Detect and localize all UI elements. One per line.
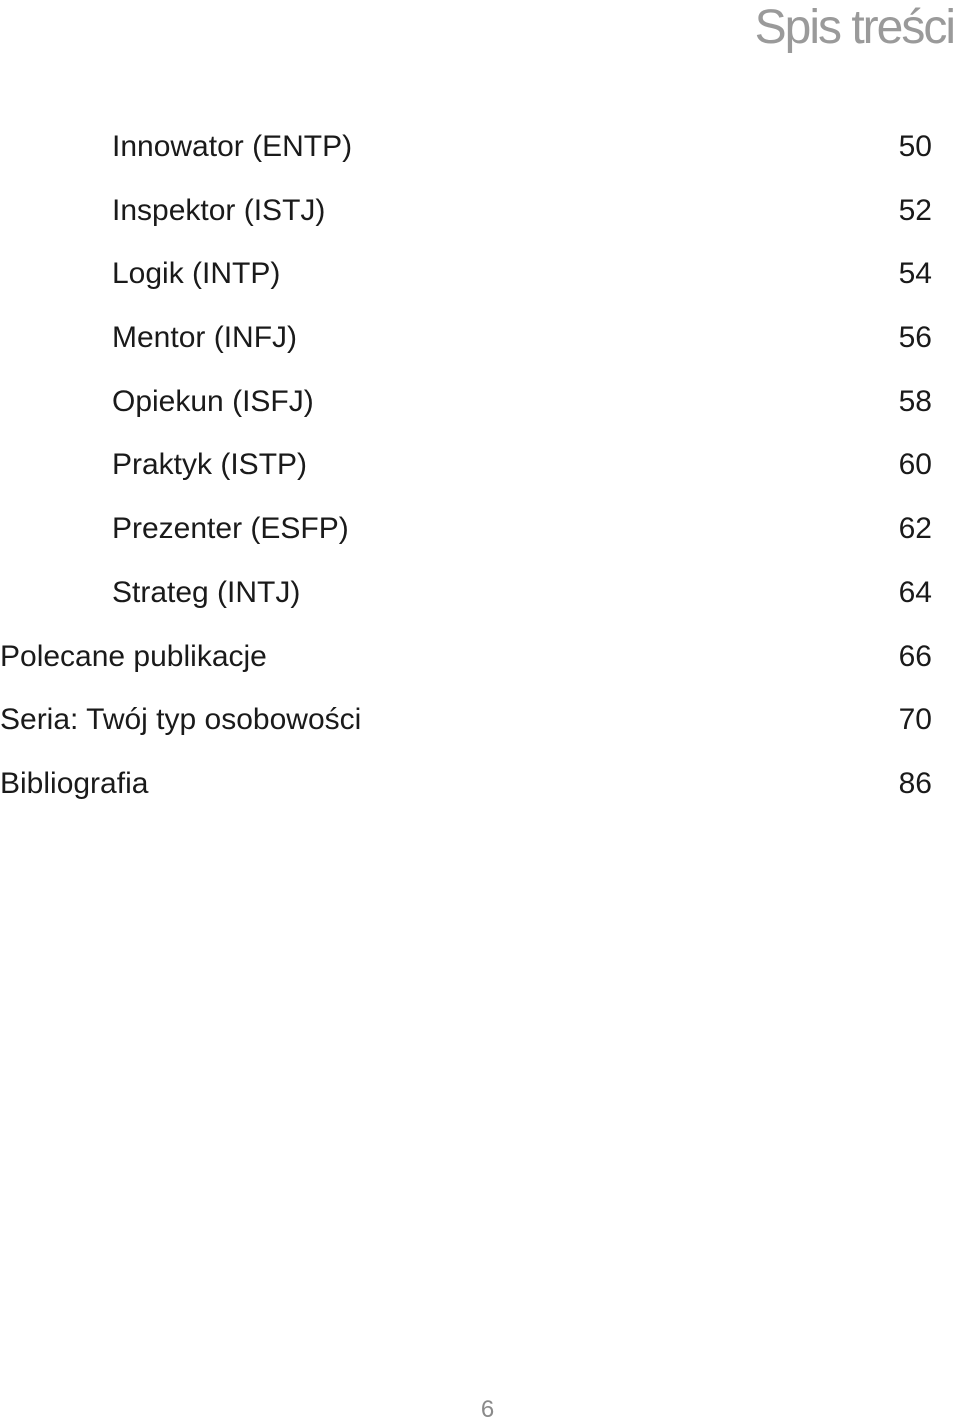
toc-entry-label: Prezenter (ESFP) [112,512,349,546]
page-title: Spis treści [754,1,954,54]
toc-entry-page: 58 [898,384,932,418]
toc-entry-page: 50 [898,130,932,163]
toc-entry[interactable] [0,115,960,179]
page-number: 6 [480,1396,495,1423]
toc-entry-label: Bibliografia [0,766,149,800]
toc-entry[interactable] [0,497,960,561]
toc-entry-page: 60 [898,448,932,482]
toc-entry[interactable] [0,370,960,434]
toc-entry-page: 54 [898,257,932,291]
toc-entry-page: 66 [898,639,932,673]
toc-entry[interactable] [0,625,960,689]
toc-entry-page: 86 [898,766,932,800]
toc-entry-label: Praktyk (ISTP) [112,448,308,482]
toc-entry-page: 56 [898,321,932,355]
table-of-contents [0,115,960,816]
toc-entry-label: Innowator (ENTP) [112,130,353,163]
toc-entry-label: Inspektor (ISTJ) [112,193,326,227]
toc-entry-page: 52 [898,193,932,227]
toc-entry-label: Opiekun (ISFJ) [112,384,314,418]
toc-entry[interactable] [0,688,960,752]
toc-entry-label: Seria: Twój typ osobowości [0,703,362,737]
toc-entry-page: 64 [898,575,932,609]
toc-entry[interactable] [0,433,960,497]
toc-entry-label: Mentor (INFJ) [112,321,298,355]
toc-entry-label: Strateg (INTJ) [112,575,301,609]
toc-entry[interactable] [0,752,960,816]
toc-entry-page: 62 [898,512,932,546]
toc-entry-label: Polecane publikacje [0,639,267,673]
toc-entry[interactable] [0,306,960,370]
toc-entry[interactable] [0,561,960,625]
toc-entry-label: Logik (INTP) [112,257,281,291]
toc-entry-page: 70 [898,703,932,737]
toc-entry[interactable] [0,179,960,243]
toc-entry[interactable] [0,242,960,306]
